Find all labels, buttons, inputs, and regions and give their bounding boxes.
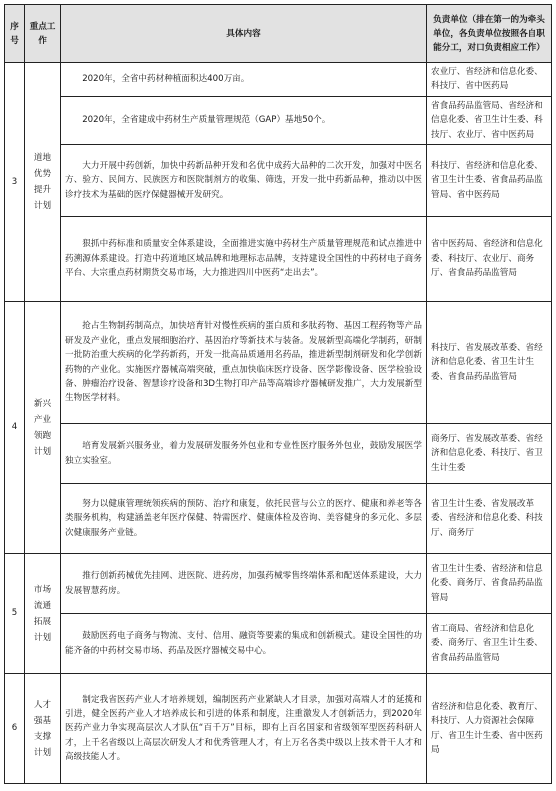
key-task: 新兴产业领跑计划 (25, 302, 61, 554)
table-row (5, 674, 552, 784)
content-cell: 鼓励医药电子商务与物流、支付、信用、融资等要素的集成和创新模式。建设全国性的功能齐备的中药材交易市场、药品及医疗器械交易中心。 (61, 614, 427, 674)
table-row (5, 484, 552, 554)
key-task: 市场流通拓展计划 (25, 554, 61, 674)
table-row (5, 96, 552, 144)
header-content: 具体内容 (61, 5, 427, 63)
content-cell: 大力开展中药创新，加快中药新品种开发和名优中成药大品种的二次开发，加强对中医名方、验方、民间方、民族医方和医院制剂方的收集、筛选，开发一批中药新品种，推动以中医诊疗技术为基础的医疗保健器械开发研究。 (61, 145, 427, 217)
owner-cell: 省卫生计生委、省发展改革委、省经济和信息化委、科技厅、商务厅 (427, 484, 552, 554)
content-cell: 狠抓中药标准和质量安全体系建设，全面推进实施中药材生产质量管理规范和试点推进中药溯源体系建设。打造中药道地区域品牌和地理标志品牌，支持建设全国性的中药材电子商务平台、大宗重点药材期货交易市场，大力推进四川中医药“走出去”。 (61, 217, 427, 302)
key-task: 道地优势提升计划 (25, 63, 61, 302)
key-task: 人才强基支撑计划 (25, 674, 61, 784)
table-row (5, 217, 552, 302)
owner-cell: 科技厅、省经济和信息化委、省卫生计生委、省食品药品监管局、省中医药局 (427, 145, 552, 217)
table-row (5, 302, 552, 424)
owner-cell: 农业厅、省经济和信息化委、科技厅、省中医药局 (427, 63, 552, 97)
owner-cell: 省中医药局、省经济和信息化委、科技厅、农业厅、商务厅、省食品药品监管局 (427, 217, 552, 302)
owner-cell: 省食品药品监管局、省经济和信息化委、省卫生计生委、科技厅、农业厅、省中医药局 (427, 96, 552, 144)
content-cell: 抢占生物制药制高点，加快培育针对慢性疾病的蛋白质和多肽药物、基因工程药物等产品研发及产业化，重点发展细胞治疗、基因治疗等新技术与装备。发展新型高端化学制药，研制一批防治重大疾病的化学药新药，开发一批高品质通用名药品，推进新型制剂研发和化学创新药物的产业化。实施医疗器械高端突破，重点加快临床医疗设备、医学影像设备、医学检验设备、肿瘤治疗设备、智慧诊疗设备和3D生物打印产品等高端诊疗器械研发推广，大力发展新型生物医学材料。 (61, 302, 427, 424)
content-cell: 2020年，全省建成中药材生产质量管理规范（GAP）基地50个。 (61, 96, 427, 144)
owner-cell: 省经济和信息化委、教育厅、科技厅、人力资源社会保障厅、省卫生计生委、省中医药局 (427, 674, 552, 784)
header-responsible-units: 负责单位（排在第一的为牵头单位，各负责单位按照各自职能分工，对口负责相应工作） (427, 5, 552, 63)
row-number: 5 (5, 554, 25, 674)
content-cell: 2020年，全省中药材种植面积达400万亩。 (61, 63, 427, 97)
content-cell: 努力以健康管理统领疾病的预防、治疗和康复，依托民营与公立的医疗、健康和养老等各类服务机构，构建涵盖老年医疗保健、特需医疗、健康体检及咨询、美容健身的多元化、多层次健康服务产业链。 (61, 484, 427, 554)
owner-cell: 省卫生计生委、省经济和信息化委、商务厅、省食品药品监管局 (427, 554, 552, 614)
table-row (5, 145, 552, 217)
content-cell: 制定我省医药产业人才培养规划，编制医药产业紧缺人才目录，加强对高端人才的延揽和引进，健全医药产业人才培养成长和引进的体系和制度，注重激发人才创新活力，到2020年医药产业力争实现高层次人才队伍“百千万”目标，即有上百名国家和省级领军型医药科研人才，上千名省级以上高层次研发人才和优秀管理人才，有上万名各类中级以上技术骨干人才和高级技能人才。 (61, 674, 427, 784)
header-number: 序号 (5, 5, 25, 63)
row-number: 4 (5, 302, 25, 554)
header-row (5, 5, 552, 63)
header-key-task: 重点工作 (25, 5, 61, 63)
content-cell: 培育发展新兴服务业，着力发展研发服务外包业和专业性医疗服务外包业，鼓励发展医学独立实验室。 (61, 424, 427, 484)
owner-cell: 科技厅、省发展改革委、省经济和信息化委、省卫生计生委、省食品药品监管局 (427, 302, 552, 424)
owner-cell: 省工商局、省经济和信息化委、商务厅、省卫生计生委、省食品药品监管局 (427, 614, 552, 674)
table-row (5, 63, 552, 97)
table-row (5, 424, 552, 484)
content-cell: 推行创新药械优先挂网、进医院、进药房，加强药械零售终端体系和配送体系建设，大力发展智慧药房。 (61, 554, 427, 614)
row-number: 6 (5, 674, 25, 784)
table-row (5, 554, 552, 614)
responsibility-table (4, 4, 552, 784)
table-row (5, 614, 552, 674)
owner-cell: 商务厅、省发展改革委、省经济和信息化委、科技厅、省卫生计生委 (427, 424, 552, 484)
row-number: 3 (5, 63, 25, 302)
